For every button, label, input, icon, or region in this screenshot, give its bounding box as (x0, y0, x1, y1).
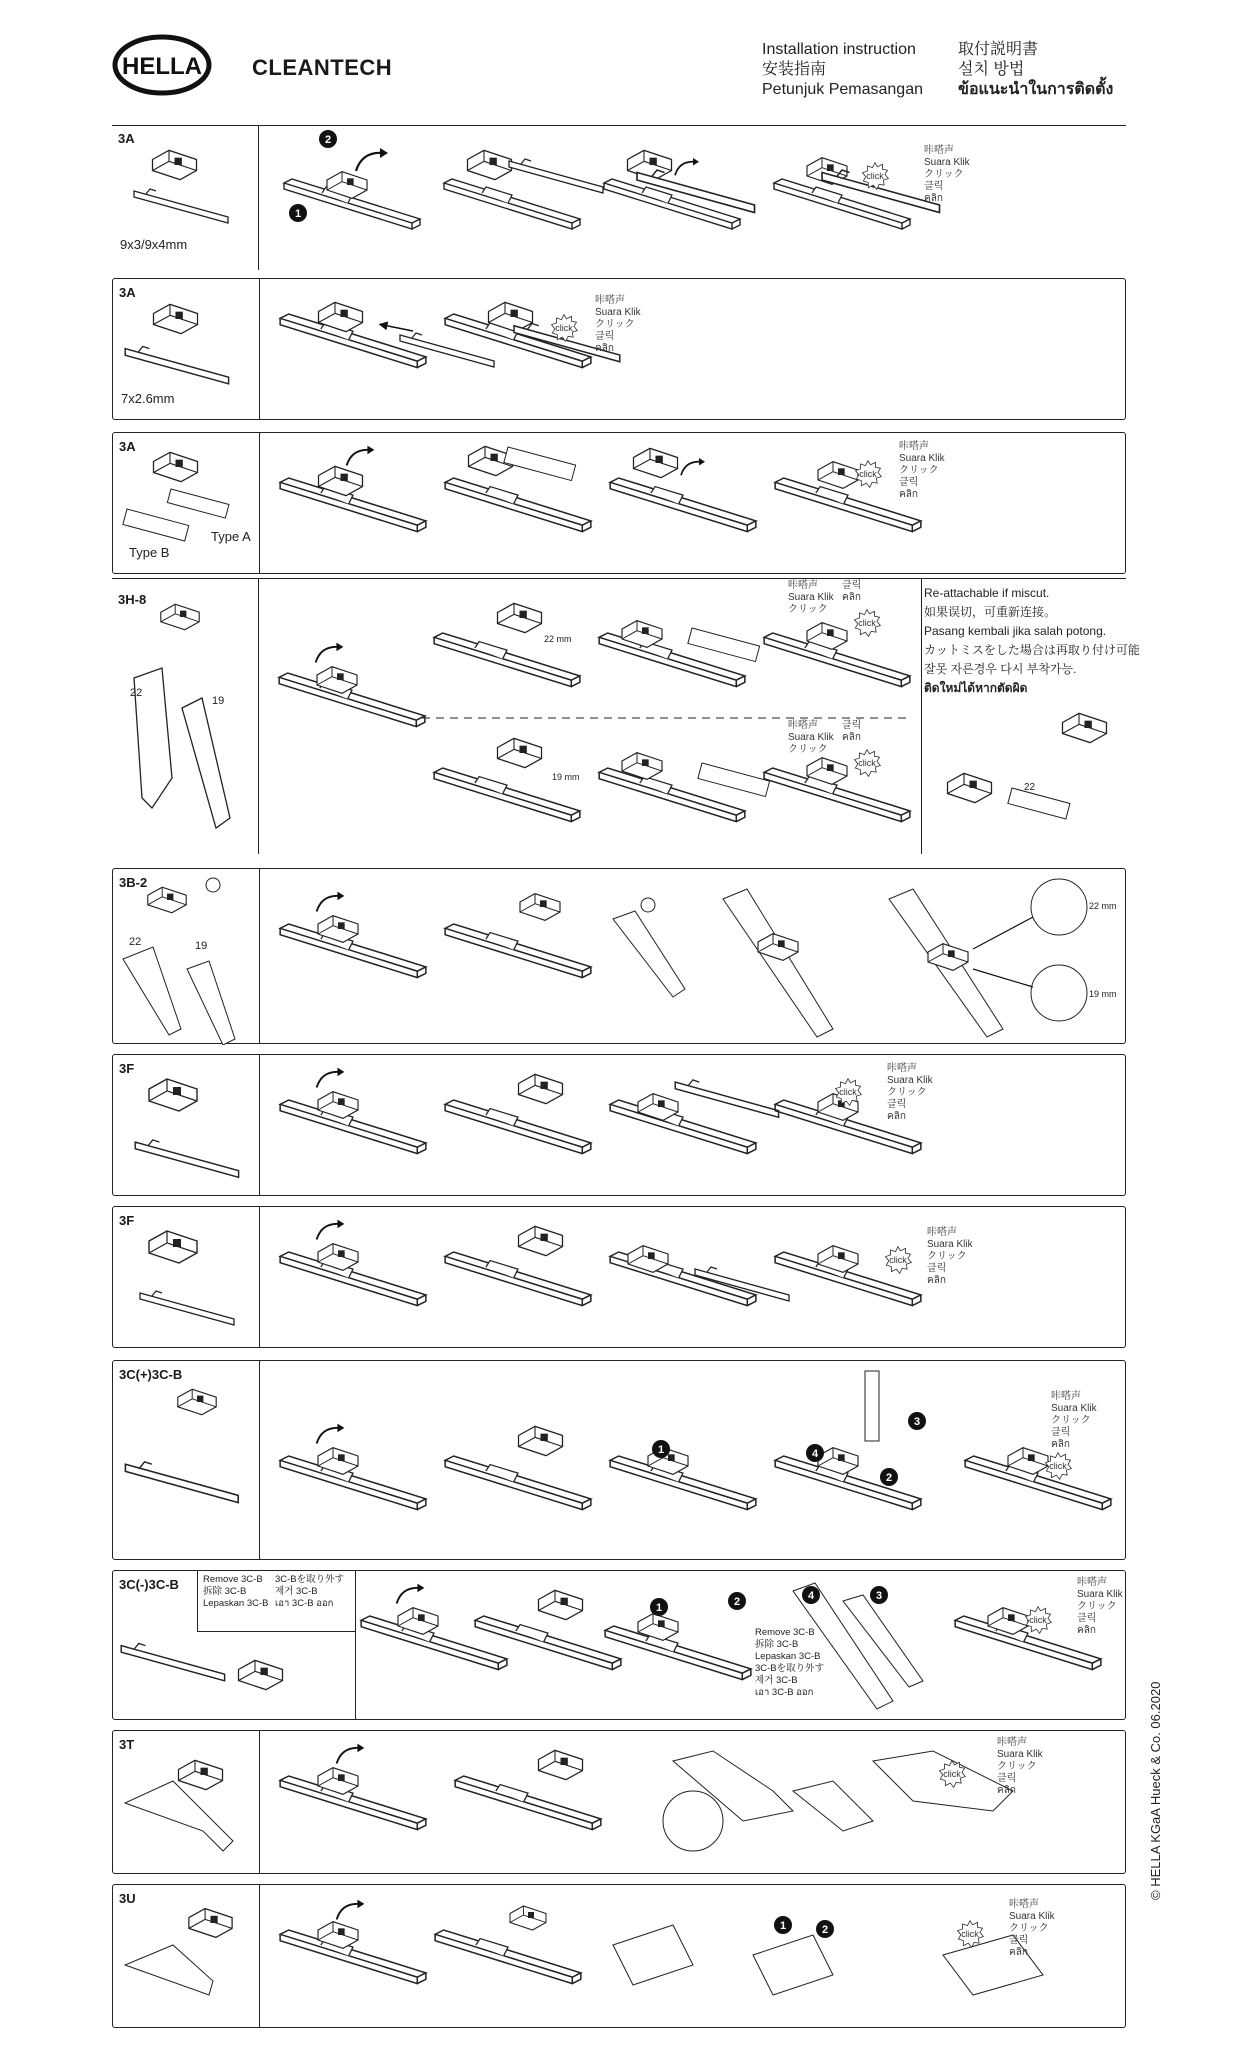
size-label: 9x3/9x4mm (120, 237, 188, 252)
remove-box-col1: Remove 3C-B 拆除 3C-B Lepaskan 3C-B (203, 1574, 269, 1609)
svg-text:1: 1 (657, 1444, 665, 1456)
svg-text:2: 2 (885, 1472, 893, 1484)
svg-text:click: click (555, 323, 573, 333)
click-labels-bottom-right: 클릭 คลิก (842, 720, 862, 743)
svg-text:click: click (1029, 1615, 1047, 1625)
product-name: CLEANTECH (252, 55, 393, 80)
section-code: 3A (119, 439, 136, 454)
click-labels: 咔嗒声 Suara Klik クリック 클릭 คลิก (887, 1063, 933, 1122)
step-illustrations (113, 1361, 1127, 1561)
copyright: © HELLA KGaA Hueck & Co. 06.2020 (1148, 1681, 1163, 1900)
size-label: 7x2.6mm (121, 391, 175, 406)
title-ko: 설치 방법 (958, 61, 1025, 78)
instruction-titles-left (762, 40, 923, 100)
arm-icon (509, 159, 603, 193)
section-code: 3A (119, 285, 136, 300)
section-code: 3F (119, 1061, 135, 1076)
svg-text:19: 19 (195, 940, 208, 952)
title-id: Petunjuk Pemasangan (762, 81, 923, 98)
svg-text:click: click (961, 1929, 979, 1939)
svg-text:19 mm: 19 mm (1089, 989, 1117, 999)
svg-text:click: click (943, 1769, 961, 1779)
svg-text:19: 19 (212, 695, 225, 707)
step-illustrations (113, 869, 1127, 1045)
section-3b-2 (112, 868, 1126, 1044)
svg-text:1: 1 (779, 1920, 787, 1932)
section-code: 3A (118, 131, 135, 146)
section-code: 3B-2 (119, 875, 148, 890)
section-3c-minus (112, 1570, 1126, 1720)
remove-note: Remove 3C-B 拆除 3C-B Lepaskan 3C-B 3C-Bを取り外す 제거 3C-B เอา 3C-B ออก (755, 1627, 825, 1698)
svg-text:click: click (859, 469, 877, 479)
click-labels: 咔嗒声 Suara Klik クリック 클릭 คลิก (595, 295, 641, 354)
section-3f-b (112, 1206, 1126, 1348)
svg-text:22: 22 (129, 936, 142, 948)
section-3f-a (112, 1054, 1126, 1196)
type-a-label: Type A (211, 529, 251, 544)
section-code: 3F (119, 1213, 135, 1228)
section-3t (112, 1730, 1126, 1874)
click-labels-top: 咔嗒声 Suara Klik クリック (788, 580, 834, 615)
step-illustrations (113, 1885, 1127, 2029)
svg-text:click: click (1049, 1461, 1067, 1471)
title-ja: 取付説明書 (958, 41, 1039, 58)
svg-text:19 mm: 19 mm (552, 772, 580, 782)
section-code: 3U (119, 1891, 136, 1906)
svg-text:4: 4 (807, 1590, 815, 1602)
svg-text:click: click (858, 758, 876, 768)
step-illustrations (113, 1055, 1127, 1197)
click-labels-top-right: 클릭 คลิก (842, 580, 862, 603)
svg-text:22 mm: 22 mm (1089, 901, 1117, 911)
svg-text:1: 1 (655, 1602, 663, 1614)
miscut-note: Re-attachable if miscut. 如果误切，可重新连接。 Pasang kembali jika salah potong. カットミスをした場合は再取り付け可能 잘못 자른경우 다시 부착가능. ติดใหม่ได้หากตัดผิด (924, 586, 1140, 695)
svg-text:22: 22 (1024, 782, 1036, 793)
adapter-icon (153, 150, 197, 179)
section-code: 3C(-)3C-B (119, 1577, 179, 1592)
click-labels: 咔嗒声 Suara Klik クリック 클릭 คลิก (1051, 1391, 1097, 1450)
step-illustrations (113, 1731, 1127, 1875)
svg-text:click: click (858, 618, 876, 628)
header (0, 0, 1241, 125)
type-b-label: Type B (129, 545, 170, 560)
section-3a-types (112, 432, 1126, 574)
title-th: ข้อแนะนำในการติดตั้ง (958, 81, 1114, 98)
blade-icon (444, 179, 580, 229)
section-code: 3H-8 (118, 592, 147, 607)
title-en: Installation instruction (762, 41, 916, 58)
svg-text:click: click (889, 1255, 907, 1265)
adapter-icon (468, 150, 512, 179)
step-illustrations (113, 1207, 1127, 1349)
svg-text:2: 2 (324, 134, 332, 146)
section-3c-plus (112, 1360, 1126, 1560)
title-zh: 安装指南 (762, 61, 827, 78)
svg-text:click: click (866, 171, 884, 181)
svg-text:3: 3 (913, 1416, 921, 1428)
svg-text:1: 1 (294, 208, 302, 220)
rotate-arrow-icon (356, 148, 388, 171)
step-illustrations (113, 1571, 1127, 1721)
section-code: 3C(+)3C-B (119, 1367, 183, 1382)
click-labels: 咔嗒声 Suara Klik クリック 클릭 คลิก (899, 441, 945, 500)
remove-box-col2: 3C-Bを取り外す 제거 3C-B เอา 3C-B ออก (275, 1574, 345, 1609)
step-illustrations (113, 433, 1127, 575)
click-labels: 咔嗒声 Suara Klik クリック 클릭 คลิก (1009, 1899, 1055, 1958)
click-labels: 咔嗒声 Suara Klik クリック 클릭 คลิก (997, 1737, 1043, 1796)
click-labels: 咔嗒声 Suara Klik クリック 클릭 คลิก (927, 1227, 973, 1286)
arm-icon (134, 189, 228, 223)
instruction-titles-right (958, 40, 1113, 100)
svg-text:2: 2 (733, 1596, 741, 1608)
svg-text:4: 4 (811, 1448, 819, 1460)
step-illustrations (112, 125, 1126, 270)
section-3u (112, 1884, 1126, 2028)
svg-text:2: 2 (821, 1924, 829, 1936)
svg-text:click: click (839, 1087, 857, 1097)
section-code: 3T (119, 1737, 135, 1752)
hella-logo (112, 34, 212, 96)
section-3a-7x2 (112, 278, 1126, 420)
blade-icon (774, 179, 910, 229)
click-labels: 咔嗒声 Suara Klik クリック 클릭 คลิก (924, 145, 970, 204)
rotate-arrow-icon (675, 158, 699, 175)
svg-text:22 mm: 22 mm (544, 634, 572, 644)
svg-text:3: 3 (875, 1590, 883, 1602)
svg-text:22: 22 (130, 687, 143, 699)
click-labels-bottom: 咔嗒声 Suara Klik クリック (788, 720, 834, 755)
click-labels: 咔嗒声 Suara Klik クリック 클릭 คลิก (1077, 1577, 1123, 1636)
section-3a-9x3 (112, 125, 1126, 270)
svg-text:HELLA: HELLA (122, 53, 202, 80)
